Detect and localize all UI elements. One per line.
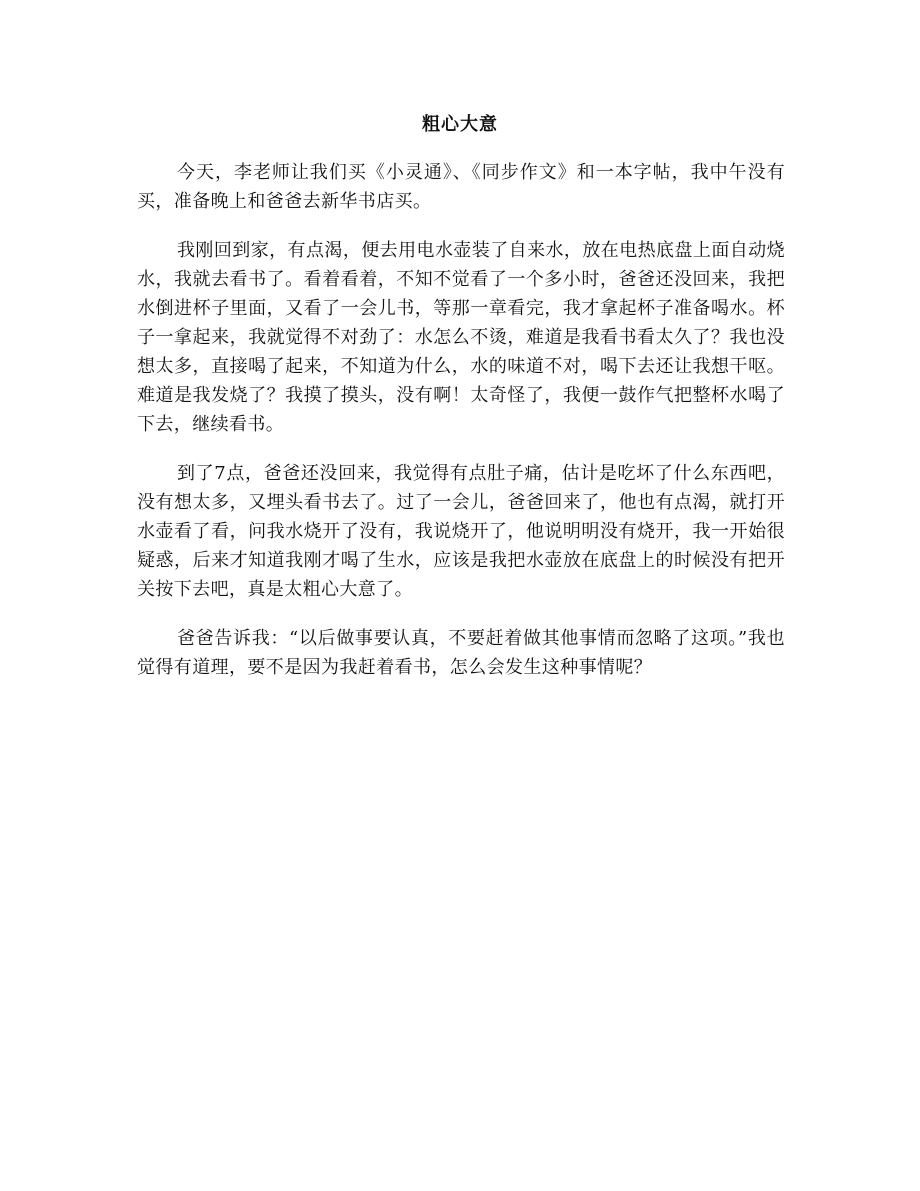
document-title: 粗心大意	[422, 114, 498, 135]
paragraph-2: 我刚回到家，有点渴，便去用电水壶装了自来水，放在电热底盘上面自动烧水，我就去看书了。看着看着，不知不觉看了一个多小时，爸爸还没回来，我把水倒进杯子里面，又看了一会儿书，等那一章看完，我才拿起杯子准备喝水。杯子一拿起来，我就觉得不对劲了：水怎么不烫，难道是我看书看太久了？我也没想太多，直接喝了起来，不知道为什么，水的味道不对，喝下去还让我想干呕。难道是我发烧了？我摸了摸头，没有啊！太奇怪了，我便一鼓作气把整杯水喝了下去，继续看书。	[137, 240, 785, 435]
document-body	[137, 158, 785, 702]
paragraph-3: 到了7点，爸爸还没回来，我觉得有点肚子痛，估计是吃坏了什么东西吧，没有想太多，又埋头看书去了。过了一会儿，爸爸回来了，他也有点渴，就打开水壶看了看，问我水烧开了没有，我说烧开了，他说明明没有烧开，我一开始很疑惑，后来才知道我刚才喝了生水，应该是我把水壶放在底盘上的时候没有把开关按下去吧，真是太粗心大意了。	[137, 463, 785, 600]
paragraph-4: 爸爸告诉我：“以后做事要认真，不要赶着做其他事情而忽略了这项。”我也觉得有道理，要不是因为我赶着看书，怎么会发生这种事情呢？	[137, 628, 785, 678]
paragraph-1: 今天，李老师让我们买《小灵通》、《同步作文》和一本字帖，我中午没有买，准备晚上和爸爸去新华书店买。	[137, 162, 785, 212]
